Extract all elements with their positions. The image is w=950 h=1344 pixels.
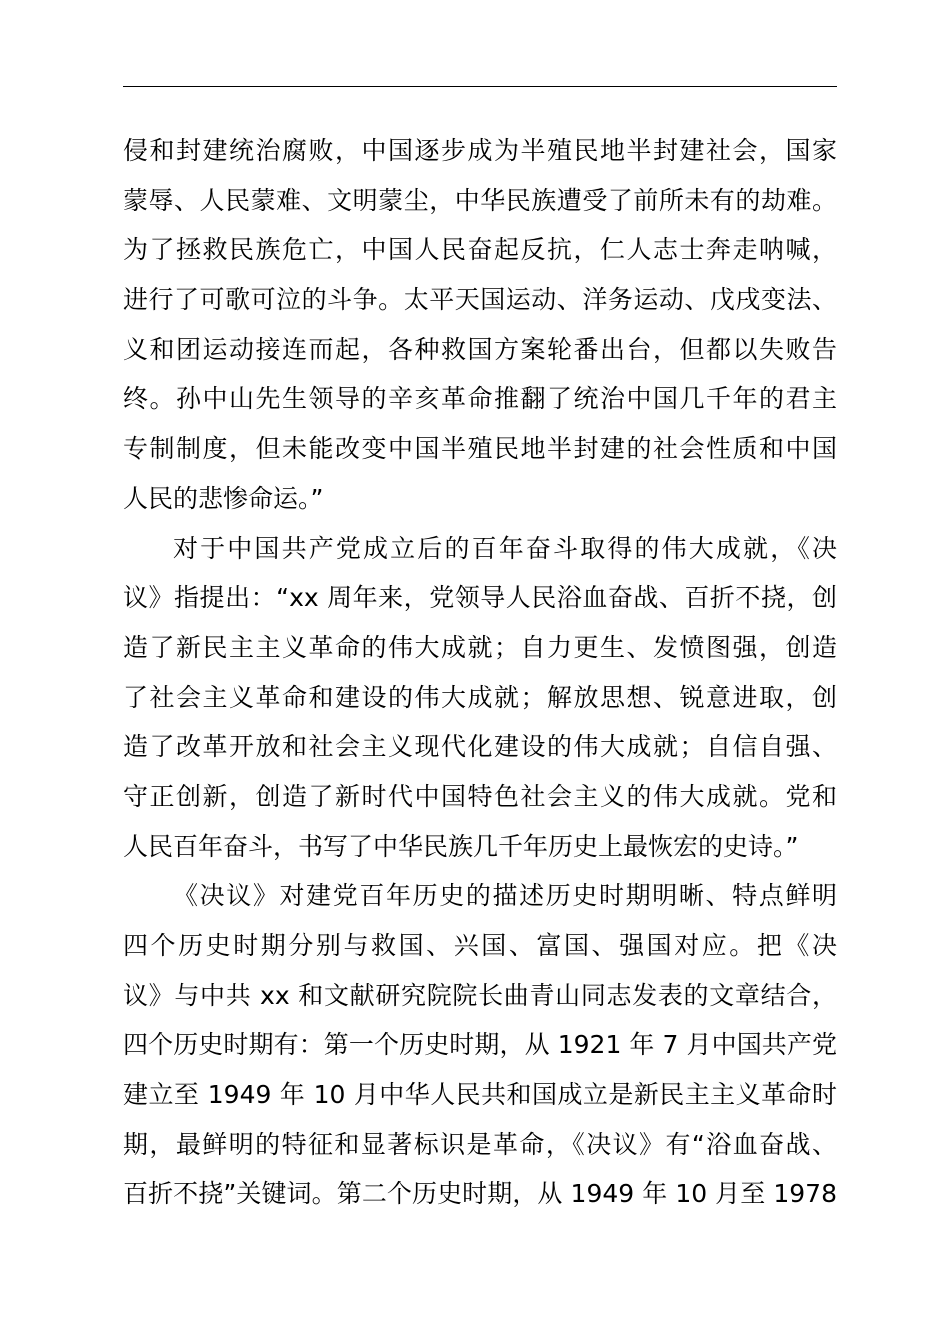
text-line: 义和团运动接连而起，各种救国方案轮番出台，但都以失败告 [123,334,837,364]
text-line: 四个历史时期分别与救国、兴国、富国、强国对应。把《决 [123,931,837,960]
text-line: 进行了可歌可泣的斗争。太平天国运动、洋务运动、戊戌变法、 [123,285,837,315]
text-line: 议》与中共 xx 和文献研究院院长曲青山同志发表的文章结合， [123,980,837,1010]
text-line: 终。孙中山先生领导的辛亥革命推翻了统治中国几千年的君主 [123,384,837,414]
text-line: 了社会主义革命和建设的伟大成就；解放思想、锐意进取，创 [123,682,837,712]
text-line: 造了新民主主义革命的伟大成就；自力更生、发愤图强，创造 [123,632,837,662]
text-line: 守正创新，创造了新时代中国特色社会主义的伟大成就。党和 [123,781,837,811]
text-line: 侵和封建统治腐败，中国逐步成为半殖民地半封建社会，国家 [123,136,837,165]
text-line: 百折不挠”关键词。第二个历史时期，从 1949 年 10 月至 1978 [123,1179,837,1209]
text-line: 专制制度，但未能改变中国半殖民地半封建的社会性质和中国 [123,434,837,464]
text-line: 议》指提出：“xx 周年来，党领导人民浴血奋战、百折不挠，创 [123,583,837,613]
header-rule [123,86,837,87]
text-line: 蒙辱、人民蒙难、文明蒙尘，中华民族遭受了前所未有的劫难。 [123,185,837,215]
text-line: 造了改革开放和社会主义现代化建设的伟大成就；自信自强、 [123,732,837,762]
text-line: 人民的悲惨命运。” [123,483,324,513]
text-line: 四个历史时期有：第一个历史时期，从 1921 年 7 月中国共产党 [123,1030,837,1060]
text-line: 期，最鲜明的特征和显著标识是革命，《决议》有“浴血奋战、 [123,1129,837,1159]
paragraph-first-line: 对于中国共产党成立后的百年奋斗取得的伟大成就，《决 [173,533,837,563]
text-line: 建立至 1949 年 10 月中华人民共和国成立是新民主主义革命时 [123,1080,837,1110]
paragraph-first-line: 《决议》对建党百年历史的描述历史时期明晰、特点鲜明 [173,881,837,911]
text-line: 人民百年奋斗，书写了中华民族几千年历史上最恢宏的史诗。” [123,831,799,861]
body-text [123,126,837,1219]
text-line: 为了拯救民族危亡，中国人民奋起反抗，仁人志士奔走呐喊， [123,235,837,265]
